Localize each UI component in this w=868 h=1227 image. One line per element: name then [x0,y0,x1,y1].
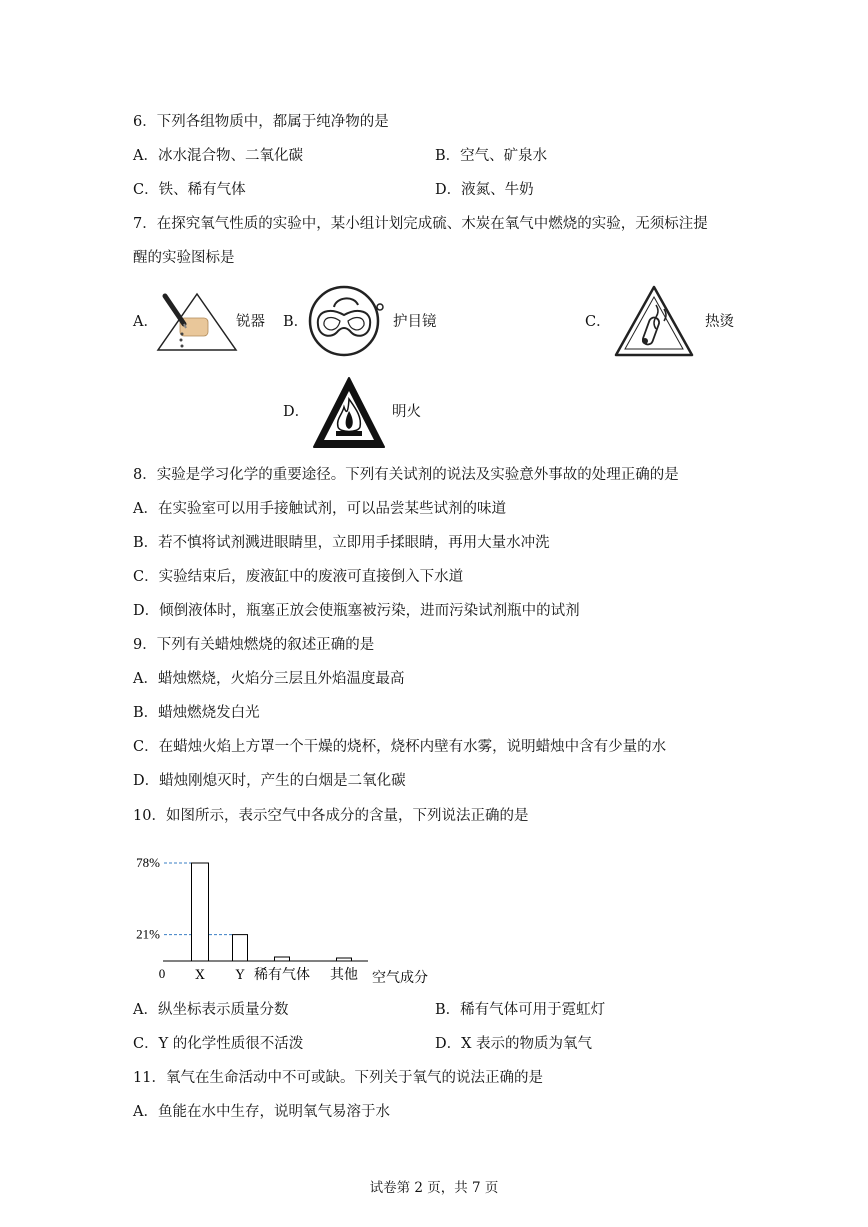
bar-1 [233,935,248,961]
q6-option-b: B．空气、矿泉水 [435,148,548,164]
q10-option-b: B．稀有气体可用于霓虹灯 [435,1002,606,1018]
q11-stem: 11．氧气在生命活动中不可或缺。下列关于氧气的说法正确的是 [133,1070,543,1086]
air-composition-chart [128,844,448,994]
q9-option-a: A．蜡烛燃烧，火焰分三层且外焰温度最高 [133,671,405,687]
q7-option-c-label: 热烫 [705,314,734,330]
sharp-object-icon [156,292,238,352]
x-axis-title: 空气成分 [372,970,428,986]
q6-option-d: D．液氮、牛奶 [435,182,534,198]
q7-option-a-label: 锐器 [236,314,265,330]
q6-stem: 6．下列各组物质中，都属于纯净物的是 [133,114,389,130]
page-footer: 试卷第 2 页，共 7 页 [369,1180,499,1196]
x-tick-label: 稀有气体 [254,967,310,983]
q9-option-b: B．蜡烛燃烧发白光 [133,705,260,721]
q6-option-c: C．铁、稀有气体 [133,182,246,198]
q7-option-a-letter: A． [133,314,158,330]
y-tick-label: 78% [136,855,160,870]
origin-label: 0 [158,966,166,981]
x-tick-label: Y [235,968,245,983]
q9-option-c: C．在蜡烛火焰上方罩一个干燥的烧杯，烧杯内壁有水雾，说明蜡烛中含有少量的水 [133,739,667,755]
goggles-icon [306,285,386,357]
q7-option-b-letter: B． [283,314,309,330]
q10-option-a: A．纵坐标表示质量分数 [133,1002,289,1018]
q8-stem: 8．实验是学习化学的重要途径。下列有关试剂的说法及实验意外事故的处理正确的是 [133,467,679,483]
x-tick-label: X [195,968,205,983]
q6-option-a: A．冰水混合物、二氧化碳 [133,148,303,164]
q8-option-a: A．在实验室可以用手接触试剂，可以品尝某些试剂的味道 [133,501,506,517]
y-tick-label: 21% [136,926,160,942]
q10-option-c: C．Y 的化学性质很不活泼 [133,1036,304,1052]
q10-stem: 10．如图所示，表示空气中各成分的含量，下列说法正确的是 [133,808,529,824]
q8-option-c: C．实验结束后，废液缸中的废液可直接倒入下水道 [133,569,464,585]
q7-stem-line1: 7．在探究氧气性质的实验中，某小组计划完成硫、木炭在氧气中燃烧的实验，无须标注提 [133,216,708,232]
q7-option-b-label: 护目镜 [393,314,437,330]
q7-option-c-letter: C． [585,314,611,330]
bar-2 [275,957,290,961]
q7-option-d-letter: D． [283,404,310,420]
hot-surface-icon [612,283,696,359]
q8-option-b: B．若不慎将试剂溅进眼睛里，立即用手揉眼睛，再用大量水冲洗 [133,535,550,551]
q9-stem: 9．下列有关蜡烛燃烧的叙述正确的是 [133,637,375,653]
q7-option-d-label: 明火 [392,404,421,420]
x-tick-label: 其他 [330,967,358,983]
bar-0 [192,863,209,961]
q11-option-a: A．鱼能在水中生存，说明氧气易溶于水 [133,1104,390,1120]
q9-option-d: D．蜡烛刚熄灭时，产生的白烟是二氧化碳 [133,773,406,789]
q8-option-d: D．倾倒液体时，瓶塞正放会使瓶塞被污染，进而污染试剂瓶中的试剂 [133,603,580,619]
q10-option-d: D．X 表示的物质为氧气 [435,1036,593,1052]
q7-stem-line2: 醒的实验图标是 [133,250,235,266]
open-flame-icon [312,375,386,451]
